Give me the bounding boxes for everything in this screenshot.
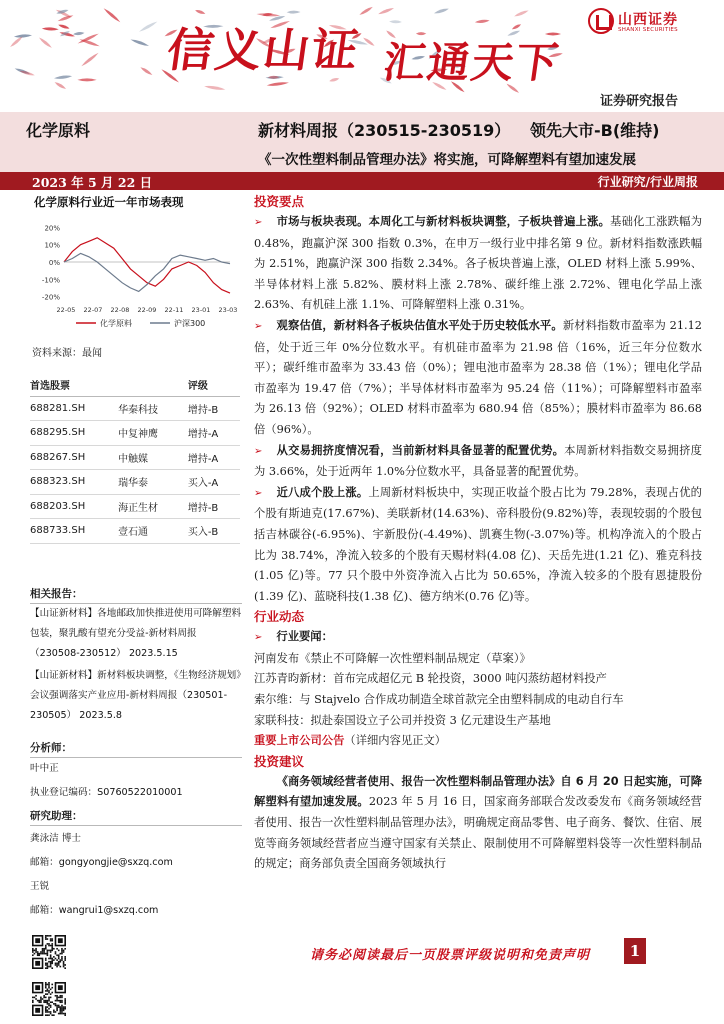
related-report-item[interactable]: 【山证新材料】各地邮政加快推进使用可降解塑料包装，聚乳酸有望充分受益-新材料周报（230508-230512） 2023.5.15 [30,608,242,659]
stock-row [30,470,240,495]
arrow-bullet-icon: ➢ [254,445,263,457]
header-banner [0,0,724,112]
feather-shape [14,34,32,39]
feather-shape [73,31,85,35]
stock-rating: 增持-A [182,421,240,446]
title-band [0,112,724,172]
section-invest-points: 投资要点 [254,194,305,209]
stock-rating: 增持-B [182,396,240,421]
date-bar [0,172,724,190]
stock-name: 华秦科技 [118,396,182,421]
news-item: 家联科技：拟赴泰国设立子公司并投资 3 亿元建设生产基地 [254,713,551,727]
bullet-crowding [254,441,702,483]
assistant-heading: 研究助理： [30,808,242,826]
bullet-valuation-text: 新材料指数市盈率为 21.12 倍，处于近三年 0%分位数水平。有机硅市盈率为 21.98 倍（16%，近三年分位数水平）；碳纤维市盈率为 33.43 倍（0%）；锂电池市盈率为 28.38 倍（1%）；锂电化学品市盈率为 19.47 倍（7%）；半导体材料市盈率为 95.24 倍（11%）；可降解塑料市盈率为 26.13 倍（92%）；OLED 材料市盈率为 680.94 倍（85%）；膜材料市盈率为 86.68 倍（96%）。 [254,318,702,436]
report-headline: 《一次性塑料制品管理办法》将实施，可降解塑料有望加速发展 [258,152,636,168]
industry-name: 化学原料 [26,121,91,140]
advice-paragraph [254,772,702,875]
industry-rating: 领先大市-B(维持) [530,121,660,140]
stock-rating: 买入-B [182,519,240,544]
bullet-news-lead: 行业要闻： [276,630,333,644]
section-announcements: 重要上市公司公告 [254,734,345,748]
section-industry-dynamic: 行业动态 [254,609,305,625]
feather-shape [80,52,99,68]
analyst-cert: 执业登记编码：S0760522010001 [30,787,183,798]
feather-shape [140,66,154,76]
x-tick-label: 23-01 [191,306,211,314]
stock-name: 中触媒 [118,445,182,470]
assistant-email-2[interactable]: 邮箱：wangrui1@sxzq.com [30,905,159,916]
stock-name: 海正生材 [118,494,182,519]
header-pick: 首选股票 [30,374,118,396]
logo-name: 山西证券 [618,12,678,28]
feather-shape [138,20,158,33]
report-title: 新材料周报（230515-230519） [258,121,511,140]
bullet-market [254,212,702,316]
feather-shape [204,85,226,91]
section-investment-advice: 投资建议 [254,753,305,769]
assistant-name-2: 王锐 [30,881,50,892]
stock-row [30,519,240,544]
slogan-left: 信义山证 [163,23,364,77]
chart-title: 化学原料行业近一年市场表现 [34,195,184,209]
feather-shape [130,38,150,47]
slogan-right: 汇通天下 [380,38,564,87]
feather-shape [475,19,490,24]
bullet-market-text: 基础化工涨跌幅为 0.48%，跑赢沪深 300 指数 0.3%，在申万一级行业中排名第 9 位。新材料指数涨跌幅为 2.51%，跑赢沪深 300 指数 2.34%。各子板块普遍上涨，OLED 材料上涨 5.99%、半导体材料上涨 5.82%、膜材料上涨 2.78%、碳纤维上涨 2.72%、锂电化学品上涨 2.63%、有机硅上涨 1.1%、可降解塑料上涨 0.31%。 [254,215,702,312]
assistant-name: 龚泳洁 博士 [30,833,82,844]
company-logo [588,8,710,38]
advice-lead: 《商务领域经营者使用、报告一次性塑料制品管理办法》自 6 月 20 日起实施，可降解塑料有望加速发展。 [254,774,702,809]
related-report-item[interactable]: 【山证新材料】新材料板块调整，《生物经济规划》会议强调落实产业应用-新材料周报（230501-230505） 2023.5.8 [30,670,242,721]
feather-shape [514,9,530,18]
bullet-valuation [254,316,702,441]
main-content [254,192,702,875]
arrow-bullet-icon: ➢ [254,320,263,332]
stock-name: 壹石通 [118,519,182,544]
bullet-stocks [254,483,702,608]
logo-mark-icon [588,8,614,34]
stock-row [30,396,240,421]
x-tick-label: 23-03 [218,306,238,314]
stock-code: 688267.SH [30,445,118,470]
bullet-news [254,627,702,649]
bullet-crowding-lead: 从交易拥挤度情况看，当前新材料具备显著的配置优势。 [276,443,565,457]
stock-code: 688323.SH [30,470,118,495]
bullet-stocks-text: 上周新材料板块中，实现正收益个股占比为 79.28%，表现占优的个股有斯迪克(17.67%)、美联新材(14.63%)、帝科股份(9.82%)等，表现较弱的个股包括吉林碳谷(-6.95%)、宇新股份(-4.49%)、凯赛生物(-3.07%)等。机构净流入的个股占比为 38.74%，净流入较多的个股有天赐材料(4.08 亿)、天岳先进(1.21 亿)、雅克科技(1.05 亿)等。77 只个股中外资净流入占比为 50.65%，净流入较多的个股有恩捷股份(1.39 亿)、蓝晓科技(1.38 亿)、德方纳米(0.76 亿)等。 [254,485,702,603]
feather-shape [362,36,375,47]
feather-shape [54,75,72,80]
disclaimer-note: 请务必阅读最后一页股票评级说明和免责声明 [310,948,591,963]
stock-row [30,445,240,470]
arrow-bullet-icon: ➢ [254,487,263,499]
stock-code: 688733.SH [30,519,118,544]
feather-shape [267,81,290,87]
stock-code: 688281.SH [30,396,118,421]
stock-row [30,494,240,519]
analyst-name: 叶中正 [30,763,59,774]
news-item: 索尔维：与 Stajvelo 合作成功制造全球首款完全由塑料制成的电动自行车 [254,693,624,707]
report-date: 2023 年 5 月 22 日 [32,175,153,190]
stock-name: 瑞华泰 [118,470,182,495]
arrow-bullet-icon: ➢ [254,632,263,644]
arrow-bullet-icon: ➢ [254,217,263,228]
bullet-market-lead: 市场与板块表现。本周化工与新材料板块调整，子板块普遍上涨。 [276,215,611,228]
announcement-note: （详细内容见正文） [344,734,447,748]
bullet-valuation-lead: 观察估值，新材料各子板块估值水平处于历史较低水平。 [276,318,563,332]
qr-code-icon [32,982,66,1016]
report-type: 证券研究报告 [599,94,678,109]
feather-shape [58,23,70,30]
feather-shape [389,20,402,23]
y-tick-label: -20% [41,293,60,302]
news-item: 江苏青昀新材：首布完成超亿元 B 轮投资，3000 吨闪蒸纺超材料投产 [254,672,607,686]
y-tick-label: 20% [44,224,60,233]
legend-label: 沪深300 [174,319,206,328]
report-category: 行业研究/行业周报 [597,175,698,189]
related-heading: 相关报告： [30,586,242,604]
header-name [118,374,182,396]
stock-rating: 增持-B [182,494,240,519]
logo-name-en: SHANXI SECURITIES [618,27,678,33]
feather-shape [42,27,59,31]
x-tick-label: 22-08 [110,306,130,314]
stock-table-header [30,374,240,396]
stock-name: 中复神鹰 [118,421,182,446]
stock-code: 688203.SH [30,494,118,519]
feather-shape [77,78,96,81]
bullet-crowding-text: 本周新材料指数交易拥挤度为 3.66%，处于近两年 1.0%分位数水平，具备显著的配置优势。 [254,443,702,479]
qr-code-icon [32,935,66,969]
y-tick-label: -10% [41,276,60,285]
analyst-heading: 分析师： [30,740,242,758]
feather-shape [103,7,122,23]
chart-source: 资料来源：最闻 [32,348,102,359]
feather-shape [378,7,395,16]
y-tick-label: 10% [44,241,60,250]
header-rating: 评级 [182,374,240,396]
y-tick-label: 0% [48,259,60,267]
stock-code: 688295.SH [30,421,118,446]
bullet-stocks-lead: 近八成个股上涨。 [276,485,369,499]
news-item: 河南发布《禁止不可降解一次性塑料制品规定（草案）》 [254,651,531,665]
assistant-email[interactable]: 邮箱：gongyongjie@sxzq.com [30,857,173,868]
related-reports [30,604,244,726]
legend-label: 化学原料 [100,319,132,328]
stock-table [30,374,240,544]
advice-text: 2023 年 5 月 16 日，国家商务部联合发改委发布《商务领域经营者使用、报告一次性塑料制品管理办法》，明确规定商品零售、电子商务、餐饮、住宿、展览等商务领域经营者应当遵守国家有关禁止、限制使用不可降解塑料袋等一次性塑料制品的规定；商务部负责全国商务领域执行 [254,795,702,871]
feather-shape [434,7,450,14]
market-chart [30,216,244,336]
stock-rating: 买入-A [182,470,240,495]
page-number: 1 [624,938,646,964]
x-tick-label: 22-09 [137,306,157,314]
stock-row [30,421,240,446]
x-tick-label: 22-11 [164,306,184,314]
announcement-line [254,731,702,752]
x-tick-label: 22-05 [56,306,76,314]
stock-rating: 增持-A [182,445,240,470]
market-chart-svg [30,216,244,336]
feather-shape [54,81,67,90]
feather-shape [38,36,53,49]
x-tick-label: 22-07 [83,306,103,314]
